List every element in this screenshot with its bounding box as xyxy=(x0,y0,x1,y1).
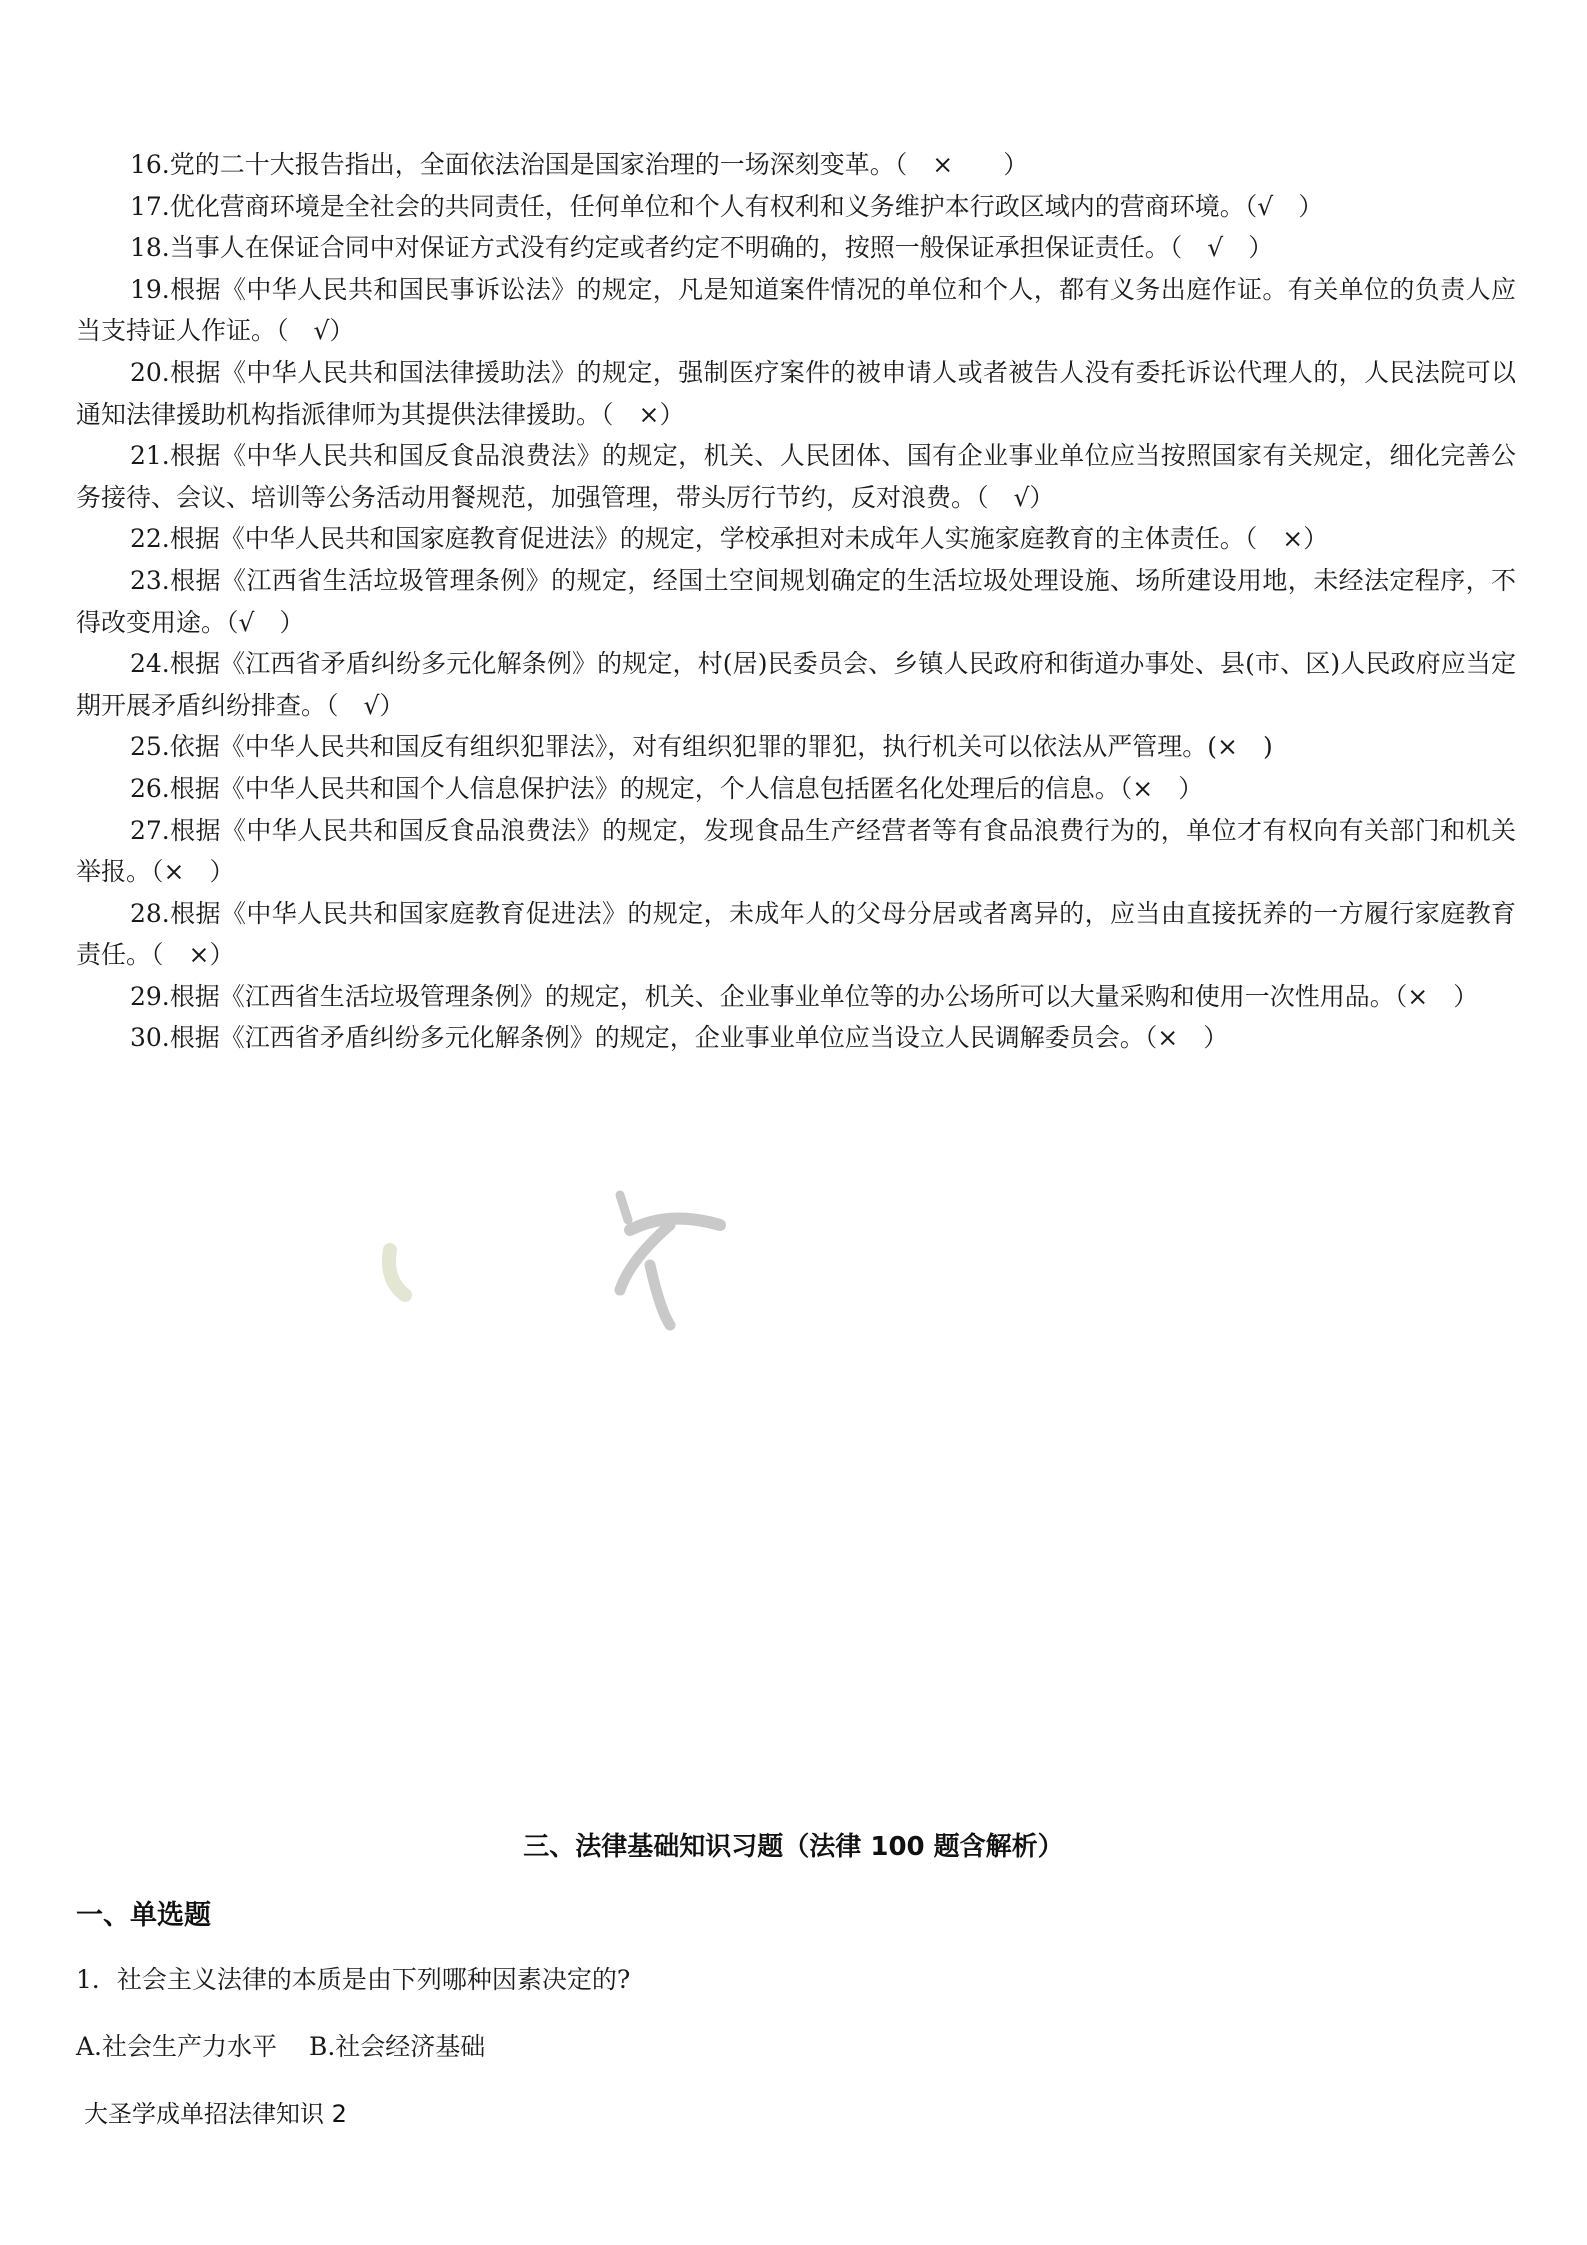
question-1-stem: 1．社会主义法律的本质是由下列哪种因素决定的? xyxy=(76,1965,631,1994)
tf-item-19: 19.根据《中华人民共和国民事诉讼法》的规定，凡是知道案件情况的单位和个人，都有义务出庭作证。有关单位的负责人应当支持证人作证。（ √） xyxy=(76,274,1516,346)
page-footer: 大圣学成单招法律知识 2 xyxy=(84,2100,347,2128)
option-b: B.社会经济基础 xyxy=(308,2032,486,2061)
tf-item-20: 20.根据《中华人民共和国法律援助法》的规定，强制医疗案件的被申请人或者被告人没有委托诉讼代理人的，人民法院可以通知法律援助机构指派律师为其提供法律援助。（ ×） xyxy=(76,357,1516,429)
section-title: 三、法律基础知识习题（法律 100 题含解析） xyxy=(523,1832,1064,1862)
tf-item-29: 29.根据《江西省生活垃圾管理条例》的规定，机关、企业事业单位等的办公场所可以大量采购和使用一次性用品。（× ） xyxy=(130,981,1479,1011)
tf-item-21: 21.根据《中华人民共和国反食品浪费法》的规定，机关、人民团体、国有企业事业单位应当按照国家有关规定，细化完善公务接待、会议、培训等公务活动用餐规范，加强管理，带头厉行节约，反对浪费。（ √） xyxy=(76,441,1516,512)
tf-item-18: 18.当事人在保证合同中对保证方式没有约定或者约定不明确的，按照一般保证承担保证责任。（ √ ） xyxy=(130,233,1274,263)
tf-item-28: 28.根据《中华人民共和国家庭教育促进法》的规定，未成年人的父母分居或者离异的，应当由直接抚养的一方履行家庭教育责任。（ ×） xyxy=(76,898,1516,970)
tf-item-25: 25.依据《中华人民共和国反有组织犯罪法》，对有组织犯罪的罪犯，执行机关可以依法从严管理。(× ) xyxy=(130,732,1273,762)
true-false-list xyxy=(76,144,1516,1059)
subheading-single-choice: 一、单选题 xyxy=(76,1900,211,1931)
tf-item-16: 16.党的二十大报告指出，全面依法治国是国家治理的一场深刻变革。（ × ） xyxy=(130,150,1029,179)
tf-item-30: 30.根据《江西省矛盾纠纷多元化解条例》的规定，企业事业单位应当设立人民调解委员会。（× ） xyxy=(130,1023,1229,1053)
watermark-graphic xyxy=(370,1170,790,1350)
tf-item-23: 23.根据《江西省生活垃圾管理条例》的规定，经国土空间规划确定的生活垃圾处理设施、场所建设用地，未经法定程序，不得改变用途。（√ ） xyxy=(76,565,1516,637)
tf-item-27: 27.根据《中华人民共和国反食品浪费法》的规定，发现食品生产经营者等有食品浪费行为的，单位才有权向有关部门和机关举报。（× ） xyxy=(76,815,1516,887)
question-1-options xyxy=(76,2027,485,2063)
tf-item-24: 24.根据《江西省矛盾纠纷多元化解条例》的规定，村(居)民委员会、乡镇人民政府和街道办事处、县(市、区)人民政府应当定期开展矛盾纠纷排查。（ √） xyxy=(76,649,1516,720)
tf-item-26: 26.根据《中华人民共和国个人信息保护法》的规定，个人信息包括匿名化处理后的信息。（× ） xyxy=(130,773,1204,803)
option-a: A.社会生产力水平 xyxy=(76,2032,278,2061)
tf-item-22: 22.根据《中华人民共和国家庭教育促进法》的规定，学校承担对未成年人实施家庭教育的主体责任。（ ×） xyxy=(130,524,1329,554)
tf-item-17: 17.优化营商环境是全社会的共同责任，任何单位和个人有权利和义务维护本行政区域内的营商环境。（√ ） xyxy=(130,191,1324,221)
